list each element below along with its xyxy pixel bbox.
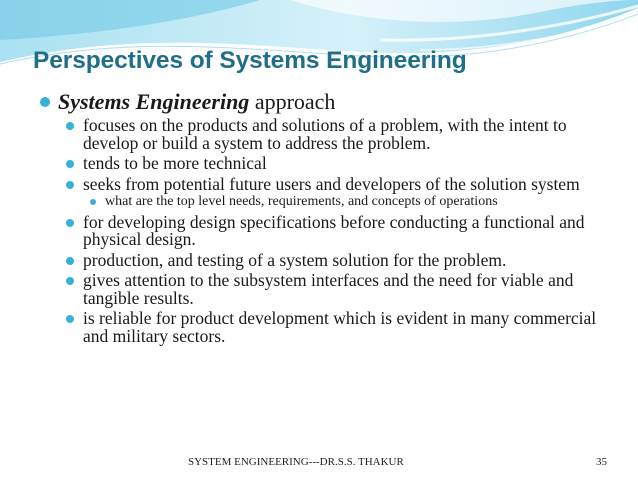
bullet-icon	[66, 219, 74, 227]
bullet-icon	[66, 315, 74, 323]
sub-bullet-text: is reliable for product development which is evident in many commercial and military sectors.	[83, 308, 597, 346]
bullet-icon	[66, 160, 74, 168]
sub-bullet-item	[58, 310, 610, 345]
sub-bullet-list	[58, 117, 610, 345]
sub-bullet-text: gives attention to the subsystem interfaces and the need for viable and tangible results.	[83, 270, 574, 308]
sub-sub-bullet-text: what are the top level needs, requirements, and concepts of operations	[105, 194, 498, 209]
sub-bullet-item	[58, 211, 610, 249]
sub-bullet-item	[58, 272, 610, 307]
bullet-list	[40, 89, 610, 348]
main-bullet-text: approach	[249, 89, 336, 114]
main-bullet-emphasis: Systems Engineering	[58, 89, 250, 114]
sub-bullet-item	[58, 117, 610, 152]
bullet-icon	[66, 181, 74, 189]
sub-bullet-item	[58, 155, 610, 173]
bullet-icon	[66, 277, 74, 285]
sub-bullet-text: for developing design specifications before conducting a functional and physical design.	[83, 211, 585, 249]
sub-sub-bullet-item	[83, 195, 610, 210]
sub-bullet-text: production, and testing of a system solution for the problem.	[83, 249, 507, 270]
bullet-icon	[66, 257, 74, 265]
main-bullet-item	[40, 89, 610, 345]
sub-bullet-text: seeks from potential future users and developers of the solution system	[83, 173, 580, 194]
sub-sub-bullet-list	[83, 195, 610, 210]
slide-title: Perspectives of Systems Engineering	[33, 47, 467, 74]
page-number: 35	[596, 456, 607, 468]
bullet-icon	[40, 97, 50, 107]
bullet-icon	[90, 199, 96, 205]
sub-bullet-text: focuses on the products and solutions of a problem, with the intent to develop or build a system to address the problem.	[83, 115, 567, 153]
sub-bullet-item	[58, 249, 610, 270]
sub-bullet-text: tends to be more technical	[83, 153, 267, 173]
bullet-icon	[66, 122, 74, 130]
sub-bullet-item	[58, 173, 610, 210]
slide-footer: SYSTEM ENGINEERING---DR.S.S. THAKUR	[188, 456, 404, 468]
